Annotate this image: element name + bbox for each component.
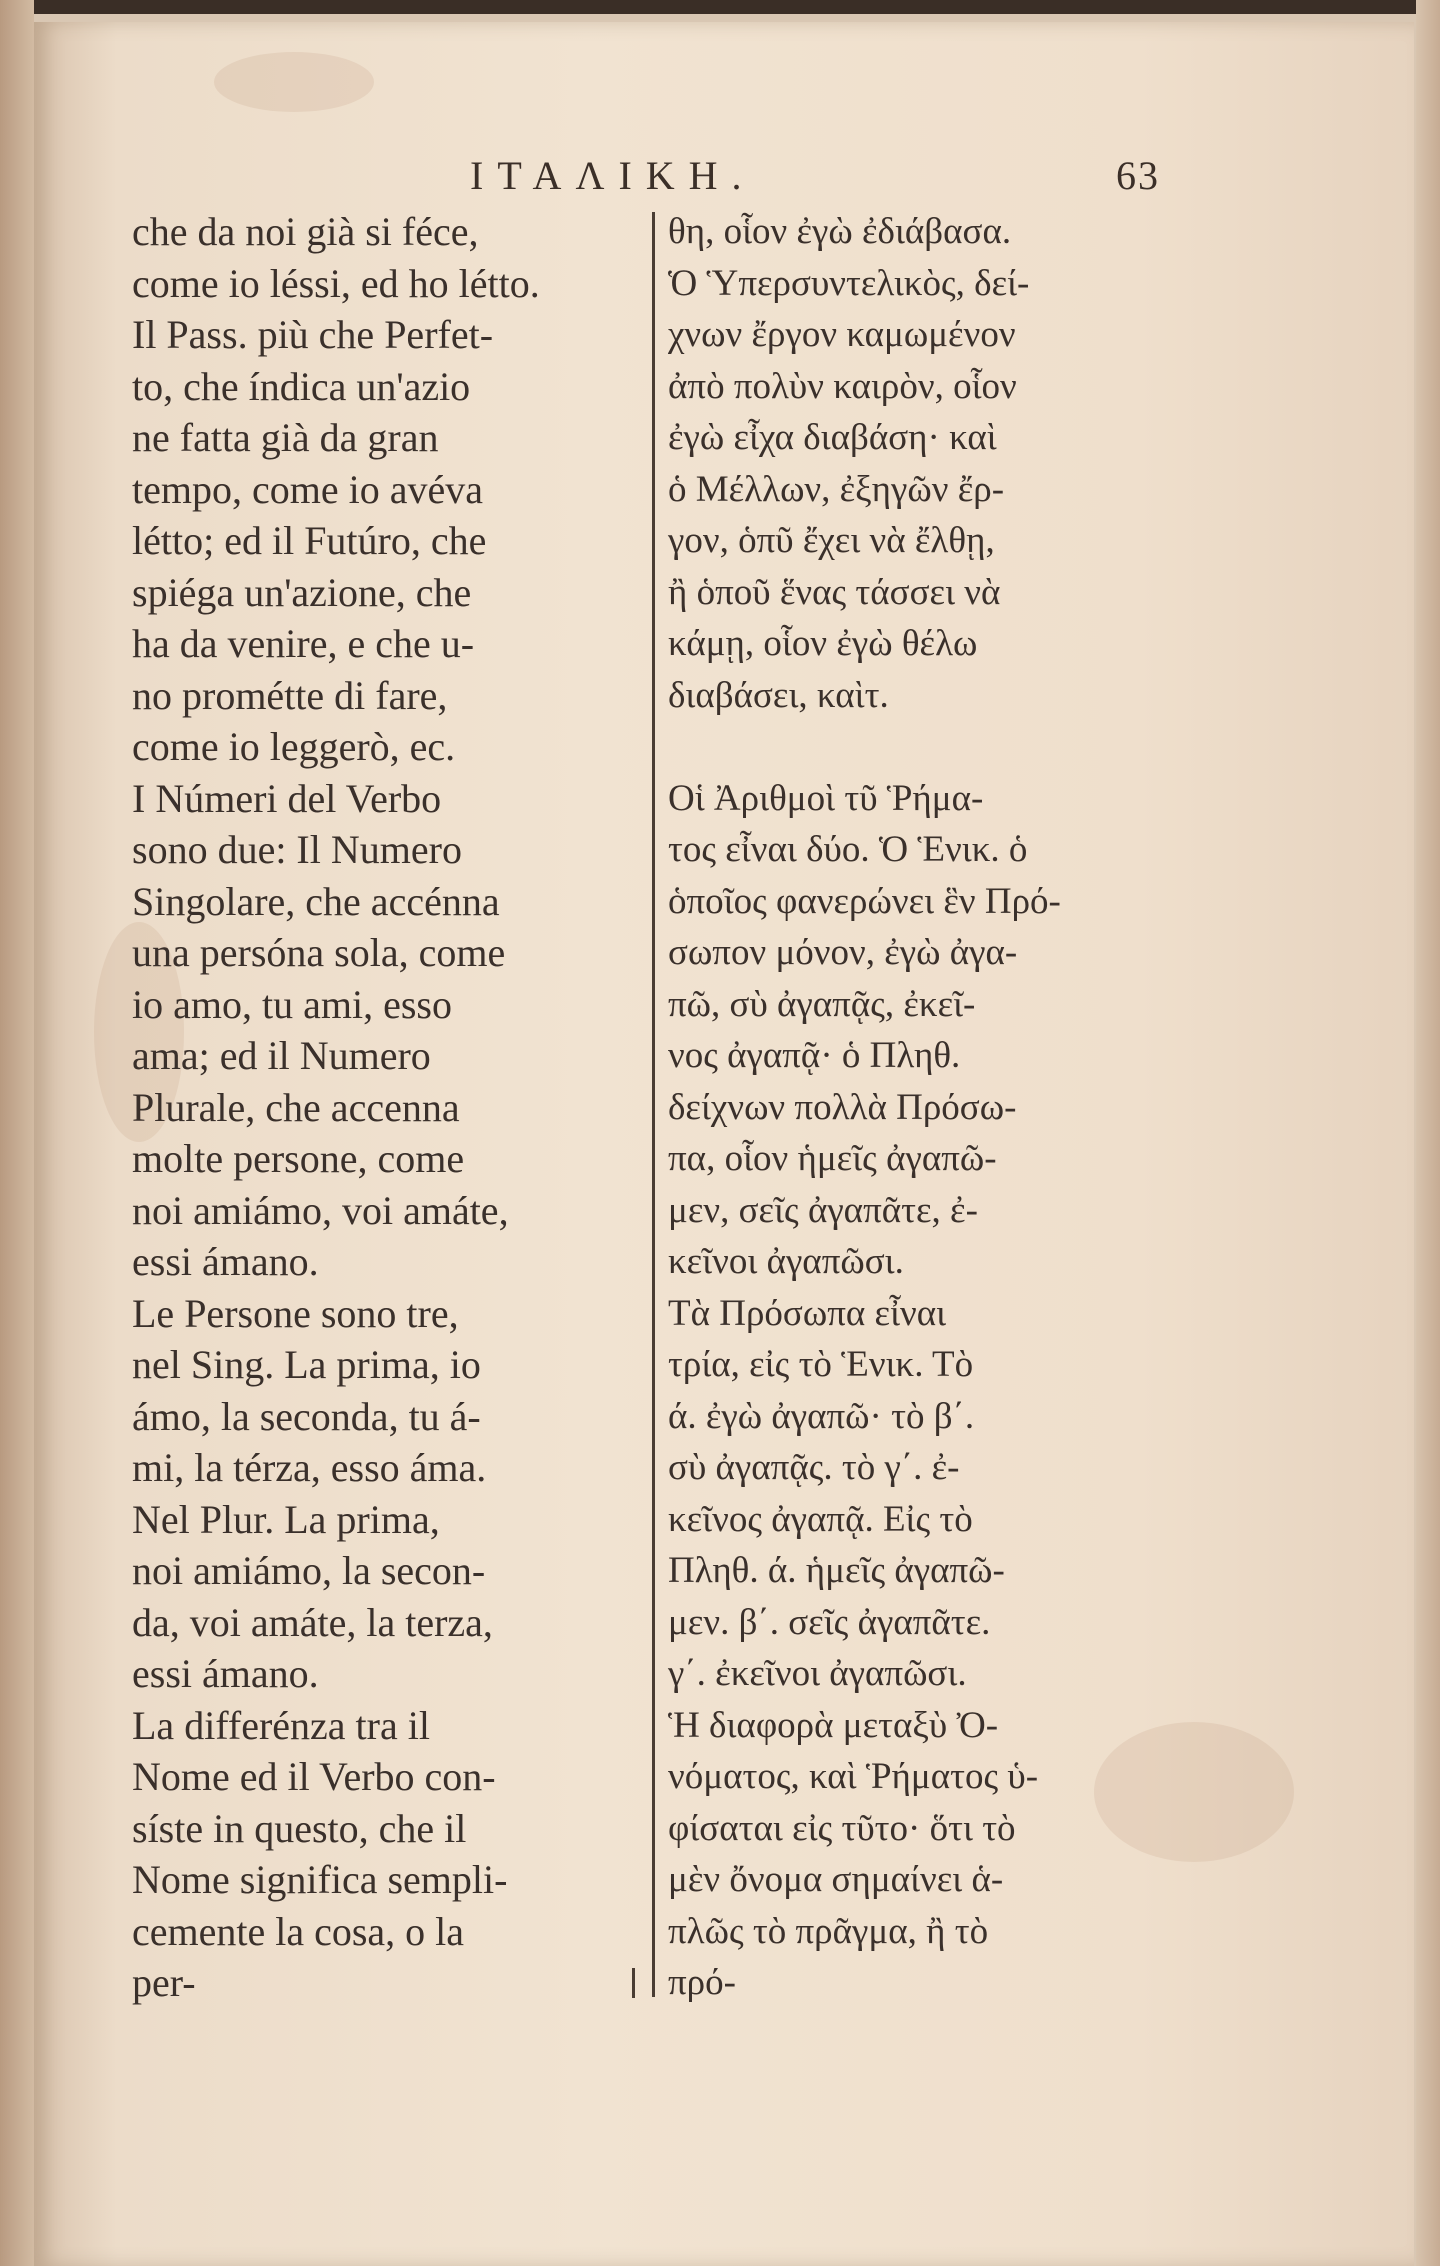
- greek-text-line: σωπον μόνον, ἐγὼ ἀγα-: [668, 932, 1018, 973]
- greek-text-line: δείχνων πολλὰ Πρόσω-: [668, 1086, 1017, 1128]
- italian-text-line: come io léssi, ed ho létto.: [132, 260, 540, 306]
- italian-text-line: da, voi amáte, la terza,: [132, 1599, 493, 1645]
- italian-text-line: noi amiámo, la secon-: [132, 1548, 486, 1593]
- greek-text-line: νόματος, καὶ Ῥήματος ὑ-: [668, 1756, 1039, 1797]
- page-edge: [1416, 0, 1440, 2266]
- greek-text-line: φίσαται εἰς τῦτο· ὅτι τὸ: [668, 1807, 1016, 1849]
- greek-text-line: Ὁ Ὑπερσυντελικὸς, δεί-: [668, 262, 1030, 304]
- page-number: 63: [1116, 153, 1160, 198]
- italian-text-line: létto; ed il Futúro, che: [132, 518, 487, 563]
- running-header: [460, 152, 1160, 202]
- italian-text-line: una persóna sola, come: [132, 930, 506, 975]
- greek-text-line: τος εἶναι δύο. Ὁ Ἑνικ. ὁ: [668, 829, 1028, 870]
- book-spine: [0, 0, 34, 2266]
- greek-text-line: σὺ ἀγαπᾷς. τὸ γ΄. ἐ-: [668, 1447, 960, 1488]
- greek-text-line: Πληθ. ά. ἡμεῖς ἀγαπῶ-: [668, 1550, 1005, 1591]
- italian-text-line: spiéga un'azione, che: [132, 569, 472, 615]
- italian-text-line: sono due: Il Numero: [132, 827, 462, 872]
- greek-text-line: χνων ἔργον καμωμένον: [668, 314, 1016, 355]
- greek-text-line: μεν, σεῖς ἀγαπᾶτε, ἐ-: [668, 1189, 978, 1231]
- greek-text-line: πλῶς τὸ πρᾶγμα, ἢ τὸ: [668, 1910, 989, 1952]
- greek-text-column: [668, 206, 1173, 2009]
- italian-text-line: essi ámano.: [132, 1651, 319, 1696]
- italian-text-line: Plurale, che accenna: [132, 1084, 460, 1130]
- greek-text-line: κάμῃ, οἷον ἐγὼ θέλω: [668, 623, 978, 664]
- italian-text-line: Nome ed il Verbo con-: [132, 1754, 496, 1799]
- running-title: ΙΤΑΛΙΚΗ.: [470, 153, 756, 198]
- greek-text-line: ἐγὼ εἶχα διαβάση· καὶ: [668, 417, 997, 458]
- italian-text-line: tempo, come io avéva: [132, 466, 483, 512]
- italian-text-line: síste in questo, che il: [132, 1805, 467, 1851]
- italian-text-line: ámo, la seconda, tu á-: [132, 1393, 481, 1439]
- italian-text-line: noi amiámo, voi amáte,: [132, 1187, 509, 1233]
- greek-text-line: [668, 721, 1173, 773]
- greek-text-line: τρία, εἰς τὸ Ἑνικ. Τὸ: [668, 1344, 974, 1385]
- greek-text-line: Οἱ Ἀριθμοὶ τῦ Ῥήμα-: [668, 777, 984, 819]
- italian-text-line: Nome significa sempli-: [132, 1857, 508, 1902]
- greek-text-line: ὁ Μέλλων, ἐξηγῶν ἔρ-: [668, 468, 1005, 510]
- greek-text-line: κεῖνοι ἀγαπῶσι.: [668, 1241, 904, 1282]
- italian-text-line: essi ámano.: [132, 1239, 319, 1284]
- italian-text-line: Singolare, che accénna: [132, 878, 500, 924]
- greek-text-line: πρό-: [668, 1962, 736, 2003]
- greek-text-line: ὁποῖος φανερώνει ἓν Πρό-: [668, 880, 1061, 922]
- italian-text-line: mi, la térza, esso áma.: [132, 1445, 487, 1490]
- italian-text-line: La differénza tra il: [132, 1702, 430, 1748]
- greek-text-line: γ΄. ἐκεῖνοι ἀγαπῶσι.: [668, 1653, 967, 1694]
- greek-text-line: Τὰ Πρόσωπα εἶναι: [668, 1292, 947, 1334]
- italian-text-line: Il Pass. più che Perfet-: [132, 312, 494, 357]
- greek-text-line: νος ἀγαπᾷ· ὁ Πληθ.: [668, 1035, 961, 1076]
- italian-text-column: [132, 206, 647, 2009]
- italian-text-line: io amo, tu ami, esso: [132, 981, 452, 1027]
- greek-text-line: πῶ, σὺ ἀγαπᾷς, ἐκεῖ-: [668, 983, 976, 1025]
- greek-text-line: γον, ὁπῦ ἔχει νὰ ἔλθῃ,: [668, 520, 995, 561]
- italian-text-line: to, che índica un'azio: [132, 363, 471, 409]
- italian-text-line: no prométte di fare,: [132, 672, 448, 718]
- greek-text-line: ά. ἐγὼ ἀγαπῶ· τὸ β΄.: [668, 1395, 975, 1437]
- greek-text-line: μεν. β΄. σεῖς ἀγαπᾶτε.: [668, 1601, 991, 1643]
- greek-text-line: πα, οἷον ἡμεῖς ἀγαπῶ-: [668, 1138, 997, 1179]
- italian-text-line: per-: [132, 1960, 196, 2005]
- top-dark-edge: [0, 0, 1440, 14]
- paper-stain: [214, 52, 374, 112]
- italian-text-line: nel Sing. La prima, io: [132, 1342, 481, 1387]
- italian-text-line: cemente la cosa, o la: [132, 1908, 465, 1954]
- italian-text-line: ama; ed il Numero: [132, 1033, 431, 1078]
- greek-text-line: διαβάσει, καὶτ.: [668, 674, 889, 716]
- column-divider-end: [632, 1968, 635, 1998]
- italian-text-line: che da noi già si féce,: [132, 209, 479, 254]
- italian-text-line: molte persone, come: [132, 1136, 465, 1181]
- italian-text-line: I Númeri del Verbo: [132, 775, 442, 821]
- greek-text-line: Ἡ διαφορὰ μεταξὺ Ὀ-: [668, 1704, 999, 1746]
- greek-text-line: ἢ ὁποῦ ἕνας τάσσει νὰ: [668, 571, 1001, 613]
- italian-text-line: ne fatta già da gran: [132, 415, 439, 460]
- greek-text-line: μὲν ὄνομα σημαίνει ἁ-: [668, 1859, 1004, 1900]
- greek-text-line: θη, οἷον ἐγὼ ἐδιάβασα.: [668, 211, 1012, 252]
- greek-text-line: ἀπὸ πολὺν καιρὸν, οἷον: [668, 365, 1017, 407]
- column-divider: [652, 212, 655, 1997]
- italian-text-line: come io leggerò, ec.: [132, 724, 456, 769]
- italian-text-line: Nel Plur. La prima,: [132, 1496, 440, 1542]
- italian-text-line: Le Persone sono tre,: [132, 1290, 459, 1336]
- italian-text-line: ha da venire, e che u-: [132, 621, 475, 666]
- greek-text-line: κεῖνος ἀγαπᾷ. Εἰς τὸ: [668, 1498, 973, 1540]
